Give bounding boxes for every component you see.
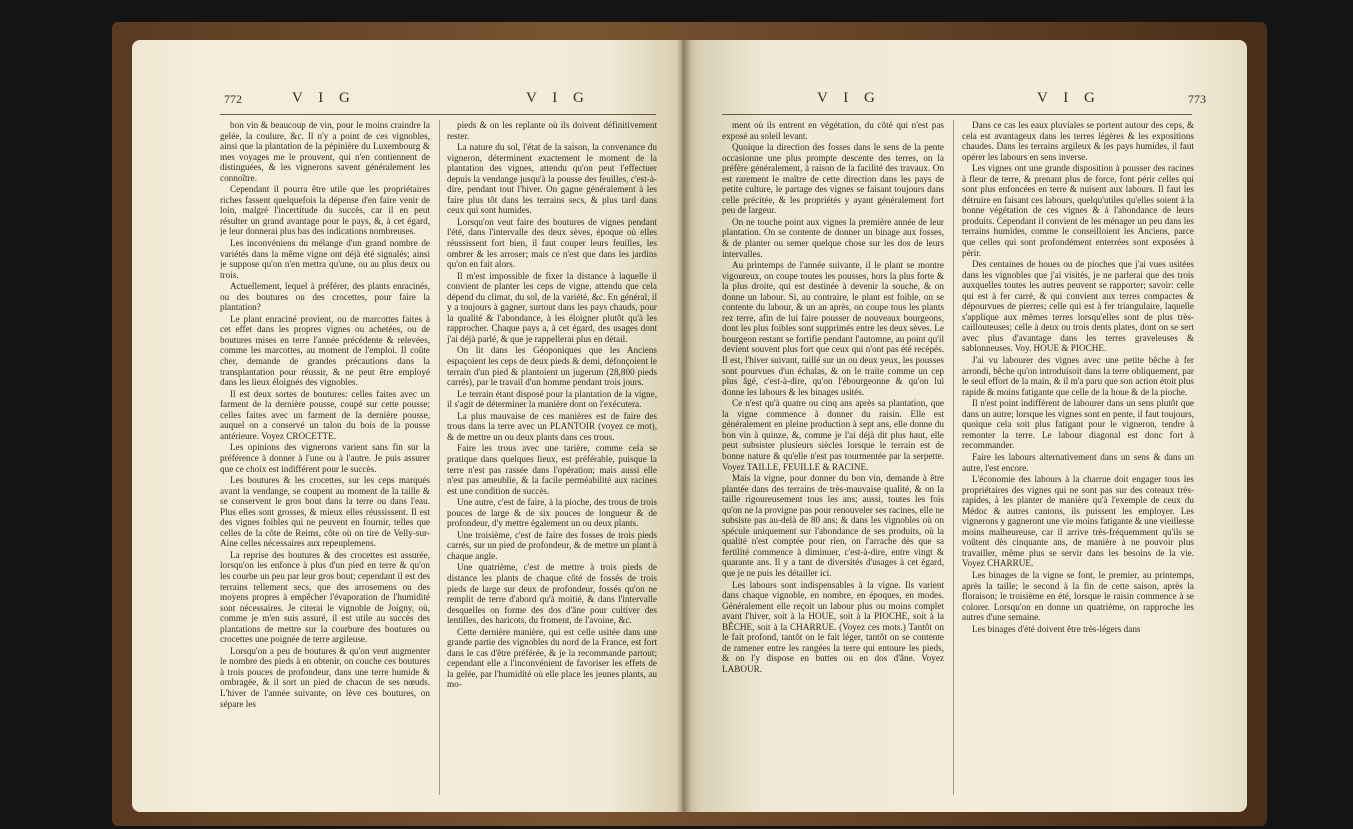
paragraph: La nature du sol, l'état de la saison, la convenance du vigneron, déterminent exactement le moment de la plantation des vignes, attendu qu'on peut l'effectuer depuis la vendange jusqu'à la pousse des feuilles, c'est-à-dire, pendant tout l'hiver. On gagne généralement à les faire plus tôt dans les terrains secs, & plus tard dans ceux qui sont humides.	[447, 142, 657, 216]
column-divider	[439, 120, 440, 795]
book-gutter	[677, 40, 691, 812]
paragraph: Le plant enraciné provient, ou de marcottes faites à cet effet dans les propres vignes ou achetées, ou de boutures mises en terre l'année précédente & relevées, comme les marcottes, au moment de l'emploi. Il coûte cher, demande de grandes précautions dans la transplantation pour réussir, & ne peut être employé dans les lieux éloignés des vignobles.	[220, 313, 430, 388]
text-column-left-1	[220, 120, 430, 810]
paragraph: Lorsqu'on veut faire des boutures de vignes pendant l'été, dans l'intervalle des deux sèves, époque où elles réussissent fort bien, il faut couper leurs feuilles, les ombrer & les arroser; mais ce n'est que dans les jardins qu'on en fait alors.	[447, 216, 657, 270]
paragraph: On lit dans les Géoponiques que les Anciens espaçoient les ceps de deux pieds & demi, défonçoient le terrain d'un pied & plantoient un jugerum (28,800 pieds carrés), par le travail d'un homme pendant trois jours.	[447, 345, 657, 388]
paragraph: Actuellement, lequel à préférer, des plants enracinés, ou des boutures ou des crocettes, pour faire la plantation?	[220, 281, 430, 313]
paragraph: Les binages d'été doivent être très-légers dans	[972, 623, 1141, 634]
paragraph: Ce n'est qu'à quatre ou cinq ans après sa plantation, que la vigne commence à donner du raisin. Elle est généralement en pleine production à sept ans, elle donne du bon vin à quinze, &, comme je l'ai déjà dit plus haut, elle peut subsister plusieurs siècles lorsque le terrain est de bonne nature & qu'elle n'est pas tourmentée par la serpette. Voyez TAILLE, FEUILLE & RACINE.	[722, 398, 944, 472]
text-column-right-2	[962, 120, 1194, 810]
page-number-right: 773	[1188, 92, 1206, 106]
paragraph: L'économie des labours à la charrue doit engager tous les propriétaires des vignes qui ne sont pas sur des coteaux très-rapides, à les planter de manière qu'à l'exemple de ceux du Médoc & autres cantons, ils puissent les employer. Les vignerons y gagneront une vie moins fatigante & une vieillesse moins malheureuse, car il arrive très-fréquemment qu'ils se voûtent dès cinquante ans, de manière à ne pouvoir plus travailler, même plus se servir dans les besoins de la vie. Voyez CHARRUE.	[962, 474, 1194, 569]
running-header-right: V I G	[817, 90, 881, 106]
paragraph: Il n'est point indifférent de labourer dans un sens plutôt que dans un autre; lorsque les vignes sont en pente, il faut toujours, quoique cela soit plus fatigant pour le vigneron, tendre à remonter la terre. Le labour diagonal est donc fort à recommander.	[962, 398, 1194, 451]
paragraph: Faire les labours alternativement dans un sens & dans un autre, l'est encore.	[962, 451, 1194, 473]
column-divider	[953, 120, 954, 795]
paragraph: Cependant il pourra être utile que les propriétaires riches fassent quelquefois la dépense d'en faire venir de loin, malgré l'incertitude du succès, car il en peut résulter un grand avantage pour le pays, &, à cet égard, je leur donnerai plus bas des indications nombreuses.	[220, 184, 430, 237]
paragraph: Des centaines de houes ou de pioches que j'ai vues usitées dans les vignobles que j'ai visités, je ne parlerai que des trois auxquelles toutes les autres peuvent se rapporter; savoir: celle qui est à fer carré, & qui convient aux terres compactes & dépourvues de pierres; celle qui est à fer triangulaire, laquelle s'applique aux mêmes terres lorsqu'elles sont de plus très-caillouteuses; celle à deux ou trois dents plates, dont on se sert avec plus d'avantage dans les terres graveleuses & sablonneuses. Voy. HOUE & PIOCHE.	[962, 259, 1194, 354]
running-header-center: V I G	[526, 90, 590, 106]
paragraph: bon vin & beaucoup de vin, pour le moins craindre la gelée, la coulure, &c. Il n'y a point de ces vignobles, ainsi que la plantation de la pépinière du Luxembourg & mes voyages me le prouvent, qui n'en contiennent de distinguées, & les vignerons savent généralement les connoître.	[220, 120, 430, 183]
paragraph: On ne touche point aux vignes la première année de leur plantation. On se contente de donner un binage aux fosses, & de planter ou semer quelque chose sur les dos de leurs intervalles.	[722, 216, 944, 259]
paragraph: La reprise des boutures & des crocettes est assurée, lorsqu'on les enfonce à plus d'un pied en terre & qu'on les courbe un peu par leur gros bout; cependant il est des terrains tellement secs, que des arrosemens ou des moyens propres à empêcher l'évaporation de l'humidité sont nécessaires. Je citerai le vignoble de Joigny, où, comme je m'en suis assuré, il est utile au succès des plantations de mettre sur la courbure des boutures ou crocettes une poignée de terre argileuse.	[220, 549, 430, 645]
paragraph: J'ai vu labourer des vignes avec une petite bêche à fer arrondi, bêche qu'on introduisoit dans la terre obliquement, par le seul effort de la main, & il m'a paru que son action étoit plus rapide & moins fatigante que celle de la houe & de la pioche.	[962, 355, 1194, 397]
paragraph: La plus mauvaise de ces manières est de faire des trous dans la terre avec un PLANTOIR (voyez ce mot), & de mettre un ou deux plants dans ces trous.	[447, 410, 657, 442]
paragraph: Faire les trous avec une tarière, comme cela se pratique dans quelques lieux, est préférable, puisque la terre n'est pas rassée dans l'opération; mais aussi elle n'est pas ameublie, & la facile perméabilité aux racines est une condition de succès.	[447, 443, 657, 496]
page-number-left: 772	[224, 92, 242, 106]
paragraph: Mais la vigne, pour donner du bon vin, demande à être plantée dans des terrains de très-mauvaise qualité, & on la taille rigoureusement tous les ans; aussi, toutes les fois qu'on ne la provigne pas pour renouveler ses racines, elle ne subsiste pas au-delà de 80 ans; & dans les vignobles où on spécule uniquement sur l'abondance de ses produits, où la qualité n'est comptée pour rien, on l'arrache dès que sa fertilité commence à diminuer, c'est-à-dire, entre vingt & quarante ans. Il y a tant de diversités d'usages à cet égard, que je ne puis les détailler ici.	[722, 473, 944, 578]
paragraph: Une troisième, c'est de faire des fosses de trois pieds carrés, sur un pied de profondeur, & de mettre un plant à chaque angle.	[447, 529, 657, 561]
left-page	[132, 40, 692, 812]
paragraph: Les vignes ont une grande disposition à pousser des racines à fleur de terre, & prenant plus de force, font périr celles qui sont plus enfoncées en terre & nuisent aux labours. Il faut les détruire en faisant ces labours, quelqu'utiles qu'elles soient à la bonne végétation de ces vignes & à l'abondance de leurs produits. Cependant il convient de les ménager un peu dans les terrains humides, comme le conseilloient les Anciens, parce que celles qui sont profondément enterrées sont exposées à périr.	[962, 163, 1194, 258]
header-rule	[722, 114, 1192, 115]
paragraph: Une quatrième, c'est de mettre à trois pieds de distance les plants de chaque côté de fossés de trois pieds de large sur deux de profondeur, fossés qu'on ne remplit de terre d'abord qu'à moitié, & dans l'intervalle desquelles on forme des dos d'âne pour cultiver des lentilles, des haricots, du froment, de l'avoine, &c.	[447, 562, 657, 626]
right-page	[682, 40, 1247, 812]
paragraph: Dans ce cas les eaux pluviales se portent autour des ceps, & cela est avantageux dans les terres légères & les expositions chaudes. Dans les terrains argileux & les pays humides, il faut opérer les labours en sens inverse.	[962, 120, 1194, 162]
paragraph: Au printemps de l'année suivante, il le plant se montre vigoureux, on coupe toutes les pousses, hors la plus forte & la plus droite, qui est destinée à devenir la souche, & on donne un labour. Si, au contraire, le plant est foible, on se contente du labour, & un an après, on coupe tous les plants rez terre, afin de lui faire pousser de nouveaux bourgeons, dont les plus foibles sont supprimés entre les deux sèves. Le bourgeon restant se fortifie pendant l'automne, au point qu'il devient souvent plus fort que ceux qui n'ont pas été recépés. Il est, l'hiver suivant, taillé sur un ou deux yeux, les pousses sont pourvues d'un échalas, & on le traite comme un cep plus âgé, c'est-à-dire, qu'on l'ébourgeonne & qu'on lui donne les labours & les binages usités.	[722, 260, 944, 397]
book	[112, 22, 1267, 826]
text-column-right-1	[722, 120, 944, 810]
paragraph: Lorsqu'on a peu de boutures & qu'on veut augmenter le nombre des pieds à en obtenir, on couche ces boutures à trois pouces de profondeur, dans une terre humide & ombragée, & il sort un pied de chacun de ses nœuds. L'hiver de l'année suivante, on lève ces boutures, on sépare les	[220, 645, 430, 709]
text-column-left-2	[447, 120, 657, 810]
paragraph: Cette dernière manière, qui est celle usitée dans une grande partie des vignobles du nord de la France, est fort dans le cas d'être préférée, & je la recommande partout; cependant elle a l'inconvénient de favoriser les effets de la gelée, par l'humidité où elle place les jeunes plants, au mo-	[447, 626, 657, 690]
paragraph: Les binages de la vigne se font, le premier, au printemps, après la taille; le second à la fin de cette saison, après la floraison; le troisième en été, lorsque le raisin commence à se colorer. Lorsqu'on en donne un quatrième, on rapproche les autres d'une semaine.	[962, 569, 1194, 623]
paragraph: ment où ils entrent en végétation, du côté qui n'est pas exposé au soleil levant.	[722, 120, 944, 141]
paragraph: Il m'est impossible de fixer la distance à laquelle il convient de planter les ceps de vigne, attendu que cela dépend du climat, du sol, de la variété, &c. En général, il y a toujours à gagner, surtout dans les pays chauds, pour la qualité & l'abondance, à les éloigner plutôt qu'à les rapprocher. Chaque pays a, à cet égard, des usages dont j'ai déjà parlé, & que je rappellerai plus en détail.	[447, 270, 657, 344]
paragraph: Les opinions des vignerons varient sans fin sur la préférence à donner à l'une ou à l'autre. Je puis assurer que ce choix est indifférent pour le succès.	[220, 442, 430, 474]
paragraph: Les inconvéniens du mélange d'un grand nombre de variétés dans la même vigne ont déjà été signalés; ainsi je suppose qu'on n'en mettra qu'une, ou au plus deux ou trois.	[220, 238, 430, 280]
paragraph: Quoique la direction des fosses dans le sens de la pente occasionne une plus prompte descente des terres, on la préfère généralement, à raison de la facilité des travaux. On est rarement le maître de cette direction dans les pays de petite culture, le partage des vignes se faisant toujours dans celle précitée, & les propriétés y ayant généralement fort peu de largeur.	[722, 142, 944, 216]
paragraph: Il est deux sortes de boutures: celles faites avec un farment de la dernière pousse, coupé sur cette pousse; celles faites avec un farment de la dernière pousse, auquel on a conservé un talon du bois de la pousse antérieure. Voyez CROCETTE.	[220, 388, 430, 441]
paragraph: Le terrain étant disposé pour la plantation de la vigne, il s'agit de déterminer la manière dont on l'exécutera.	[447, 388, 657, 410]
paragraph: Les labours sont indispensables à la vigne. Ils varient dans chaque vignoble, en nombre, en époques, en modes. Généralement elle reçoit un labour plus ou moins complet avant l'hiver, soit à la HOUE, soit à la PIOCHE, soit à la BÊCHE, soit à la CHARRUE. (Voyez ces mots.) Tantôt on le fait profond, tantôt on le fait léger, tantôt on se contente de ramener entre les rangées la terre qui entoure les pieds, & on l'y dispose en buttes ou en dos d'âne. Voyez LABOUR.	[722, 579, 944, 674]
header-rule	[220, 114, 656, 115]
paragraph: pieds & on les replante où ils doivent définitivement rester.	[447, 120, 657, 141]
running-header-right-center: V I G	[1037, 90, 1101, 106]
running-header-left: V I G	[292, 90, 356, 106]
paragraph: Les boutures & les crocettes, sur les ceps marqués avant la vendange, se coupent au moment de la taille & se conservent le gros bout dans la terre ou dans l'eau. Plus elles sont grosses, & mieux elles réussissent. Il est des vignes foibles qui ne peuvent en fournir, telles que celles de la côte de Reims, côte où on tire de Velly-sur-Aine celles nécessaires aux repeuplemens.	[220, 475, 430, 549]
paragraph: Une autre, c'est de faire, à la pioche, des trous de trois pouces de large & de six pouces de longueur & de profondeur, d'y mettre également un ou deux plants.	[447, 497, 657, 529]
